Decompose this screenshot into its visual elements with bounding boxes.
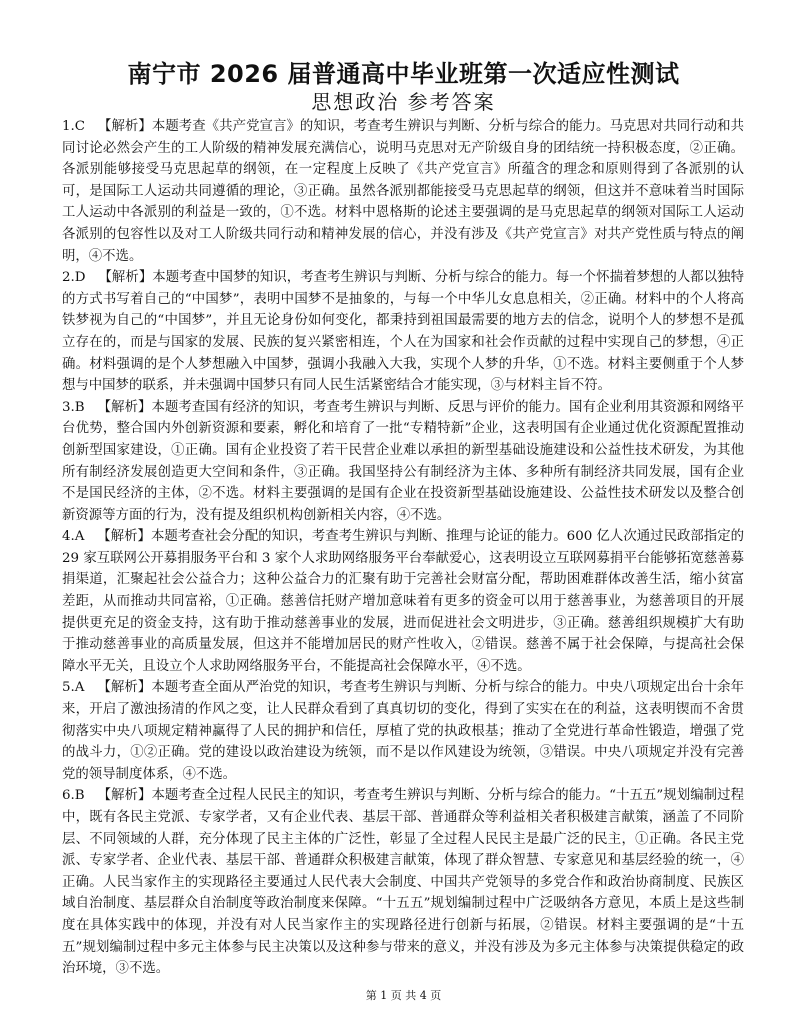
answer-item <box>62 677 744 785</box>
answer-item <box>62 526 744 677</box>
answer-number: 5.A <box>62 680 85 696</box>
answer-item <box>62 267 744 397</box>
answer-text: 本题考查全过程人民民主的知识，考查考生辨识与判断、分析与综合的能力。“十五五”规划编制过程中，既有各民主党派、专家学者，又有企业代表、基层干部、普通群众等利益相关者积极建言献策，涵盖了不同阶层、不同领域的人群，充分体现了民主主体的广泛性，彰显了全过程人民民主是最广泛的民主，①正确。各民主党派、专家学者、企业代表、基层干部、普通群众积极建言献策，体现了群众智慧、专家意见和基层经验的统一，④正确。人民当家作主的实现路径主要通过人民代表大会制度、中国共产党领导的多党合作和政治协商制度、民族区域自治制度、基层群众自治制度等政治制度来保障。“十五五”规划编制过程中广泛吸纳各方意见，本质上是这些制度在具体实践中的体现，并没有对人民当家作主的实现路径进行创新与拓展，②错误。材料主要强调的是“十五五”规划编制过程中多元主体参与民主决策以及这种参与带来的意义，并没有涉及为多元主体参与决策提供稳定的政治环境，③不选。 <box>62 788 744 977</box>
analysis-label: 【解析】 <box>98 270 153 286</box>
analysis-label: 【解析】 <box>97 399 152 415</box>
page-footer: 第 1 页 共 4 页 <box>365 989 442 1002</box>
answer-text: 本题考查《共产党宣言》的知识，考查考生辨识与判断、分析与综合的能力。马克思对共同行动和共同讨论必然会产生的工人阶级的精神发展充满信心，说明马克思对无产阶级自身的团结统一持积极态度，②正确。各派别能够接受马克思起草的纲领，在一定程度上反映了《共产党宣言》所蕴含的理念和原则得到了各派别的认可，是国际工人运动共同遵循的理论，③正确。虽然各派别都能接受马克思起草的纲领，但这并不意味着当时国际工人运动中各派别的利益是一致的，①不选。材料中恩格斯的论述主要强调的是马克思起草的纲领对国际工人运动各派别的包容性以及对工人阶级共同行动和精神发展的信心，并没有涉及《共产党宣言》对共产党性质与特点的阐明，④不选。 <box>62 119 744 264</box>
answer-number: 6.B <box>62 788 85 804</box>
answer-number: 4.A <box>62 529 85 545</box>
answer-item <box>62 785 744 979</box>
analysis-label: 【解析】 <box>97 529 151 545</box>
answer-text: 本题考查社会分配的知识，考查考生辨识与判断、推理与论证的能力。600 亿人次通过民政部指定的 29 家互联网公开募捐服务平台和 3 家个人求助网络服务平台奉献爱心，这表明设立互联网募捐平台能够拓宽慈善募捐渠道，汇聚起社会公益合力；这种公益合力的汇聚有助于完善社会财富分配，帮助困难群体改善生活，缩小贫富差距，从而推动共同富裕，①正确。慈善信托财产增加意味着有更多的资金可以用于慈善事业，为慈善项目的开展提供更充足的资金支持，这有助于推动慈善事业的发展，进而促进社会文明进步，③正确。慈善组织规模扩大有助于推动慈善事业的高质量发展，但这并不能增加居民的财产性收入，②错误。慈善不属于社会保障，与提高社会保障水平无关，且设立个人求助网络服务平台，不能提高社会保障水平，④不选。 <box>62 529 745 674</box>
answer-text: 本题考查全面从严治党的知识，考查考生辨识与判断、分析与综合的能力。中央八项规定出台十余年来，开启了激浊扬清的作风之变，让人民群众看到了真真切切的变化，得到了实实在在的利益，这表明锲而不舍贯彻落实中央八项规定精神赢得了人民的拥护和信任，厚植了党的执政根基；推动了全党进行革命性锻造，增强了党的战斗力，①②正确。党的建设以政治建设为统领，而不是以作风建设为统领，③错误。中央八项规定并没有完善党的领导制度体系，④不选。 <box>62 680 744 782</box>
page-subtitle: 思想政治 参考答案 <box>311 90 496 114</box>
answers-body <box>62 116 744 980</box>
answer-item <box>62 397 744 527</box>
answer-item <box>62 116 744 267</box>
analysis-label: 【解析】 <box>97 788 152 804</box>
answer-number: 2.D <box>62 270 86 286</box>
answer-text: 本题考查国有经济的知识，考查考生辨识与判断、反思与评价的能力。国有企业利用其资源和网络平台优势，整合国内外创新资源和要素，孵化和培育了一批“专精特新”企业，这表明国有企业通过优化资源配置推动创新型国家建设，①正确。国有企业投资了若干民营企业难以承担的新型基础设施建设和公益性技术研发，为其他所有制经济发展创造更大空间和条件，③正确。我国坚持公有制经济为主体、多种所有制经济共同发展，国有企业不是国民经济的主体，②不选。材料主要强调的是国有企业在投资新型基础设施建设、公益性技术研发以及整合创新资源等方面的行为，没有提及组织机构创新相关内容，④不选。 <box>62 399 745 523</box>
answer-text: 本题考查中国梦的知识，考查考生辨识与判断、分析与综合的能力。每一个怀揣着梦想的人都以独特的方式书写着自己的“中国梦”，表明中国梦不是抽象的，与每一个中华儿女息息相关，②正确。材料中的个人将高铁梦视为自己的“中国梦”，并且无论身份如何变化，都秉持到祖国最需要的地方去的信念，说明个人的梦想不是孤立存在的，而是与国家的发展、民族的复兴紧密相连，个人在为国家和社会作贡献的过程中实现自己的梦想，④正确。材料强调的是个人梦想融入中国梦，强调小我融入大我，实现个人梦的升华，①不选。材料主要侧重于个人梦想与中国梦的联系，并未强调中国梦只有同人民生活紧密结合才能实现，③与材料主旨不符。 <box>62 270 745 394</box>
analysis-label: 【解析】 <box>98 119 152 134</box>
answer-number: 1.C <box>62 119 86 134</box>
answer-number: 3.B <box>62 399 85 415</box>
analysis-label: 【解析】 <box>97 680 152 696</box>
page-title: 南宁市 2026 届普通高中毕业班第一次适应性测试 <box>127 60 680 88</box>
